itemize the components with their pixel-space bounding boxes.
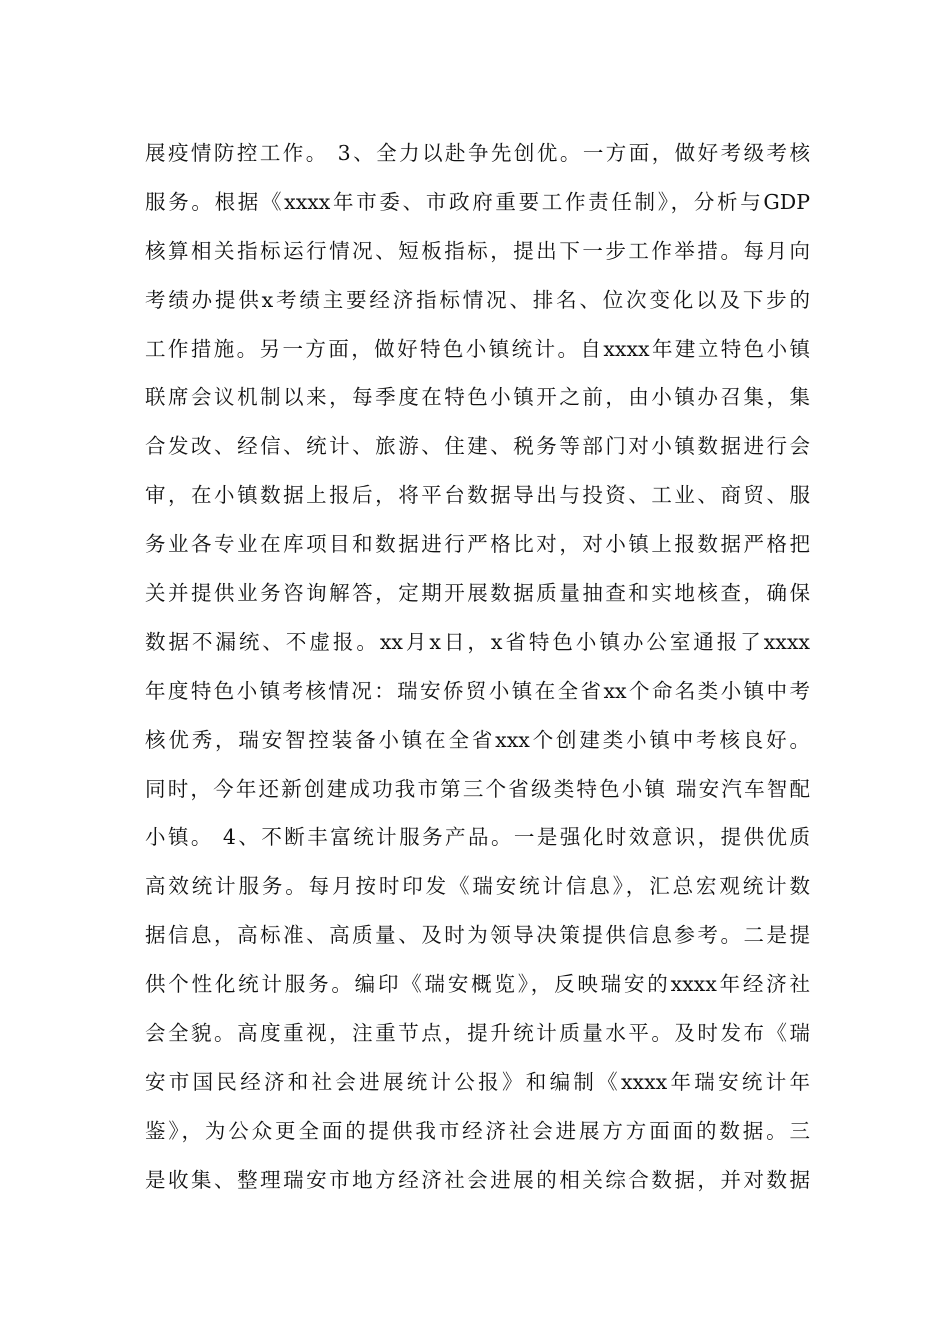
text-line-19: 会全貌。高度重视，注重节点，提升统计质量水平。及时发布《瑞 — [145, 1021, 810, 1046]
text-line-7: 合发改、经信、统计、旅游、住建、税务等部门对小镇数据进行会 — [145, 434, 810, 459]
text-line-4: 考绩办提供x考绩主要经济指标情况、排名、位次变化以及下步的 — [145, 287, 810, 312]
text-line-9: 务业各专业在库项目和数据进行严格比对，对小镇上报数据严格把 — [145, 532, 810, 557]
text-line-5: 工作措施。另一方面，做好特色小镇统计。自xxxx年建立特色小镇 — [145, 336, 810, 361]
text-line-18: 供个性化统计服务。编印《瑞安概览》，反映瑞安的xxxx年经济社 — [145, 972, 810, 997]
text-line-3: 核算相关指标运行情况、短板指标，提出下一步工作举措。每月向 — [145, 238, 810, 263]
text-line-8: 审，在小镇数据上报后，将平台数据导出与投资、工业、商贸、服 — [145, 483, 810, 508]
text-line-6: 联席会议机制以来，每季度在特色小镇开之前，由小镇办召集，集 — [145, 385, 810, 410]
text-line-20: 安市国民经济和社会进展统计公报》和编制《xxxx年瑞安统计年 — [145, 1069, 810, 1094]
text-line-1: 展疫情防控工作。 3、全力以赴争先创优。一方面，做好考级考核 — [145, 141, 810, 165]
text-line-21: 鉴》，为公众更全面的提供我市经济社会进展方方面面的数据。三 — [145, 1118, 810, 1143]
text-line-11: 数据不漏统、不虚报。xx月x日，x省特色小镇办公室通报了xxxx — [145, 629, 810, 654]
text-line-10: 关并提供业务咨询解答，定期开展数据质量抽查和实地核查，确保 — [145, 581, 810, 606]
body-paragraph — [145, 132, 810, 1208]
text-line-16: 高效统计服务。每月按时印发《瑞安统计信息》，汇总宏观统计数 — [145, 874, 810, 899]
text-line-2: 服务。根据《xxxx年市委、市政府重要工作责任制》，分析与GDP — [145, 189, 810, 214]
text-line-12: 年度特色小镇考核情况：瑞安侨贸小镇在全省xx个命名类小镇中考 — [145, 678, 810, 703]
text-line-13: 核优秀，瑞安智控装备小镇在全省xxx个创建类小镇中考核良好。 — [145, 727, 810, 752]
text-line-14: 同时，今年还新创建成功我市第三个省级类特色小镇 瑞安汽车智配 — [145, 776, 810, 801]
text-line-17: 据信息，高标准、高质量、及时为领导决策提供信息参考。二是提 — [145, 923, 810, 948]
text-line-22: 是收集、整理瑞安市地方经济社会进展的相关综合数据，并对数据 — [145, 1167, 810, 1192]
text-line-15: 小镇。 4、不断丰富统计服务产品。一是强化时效意识，提供优质 — [145, 825, 810, 850]
